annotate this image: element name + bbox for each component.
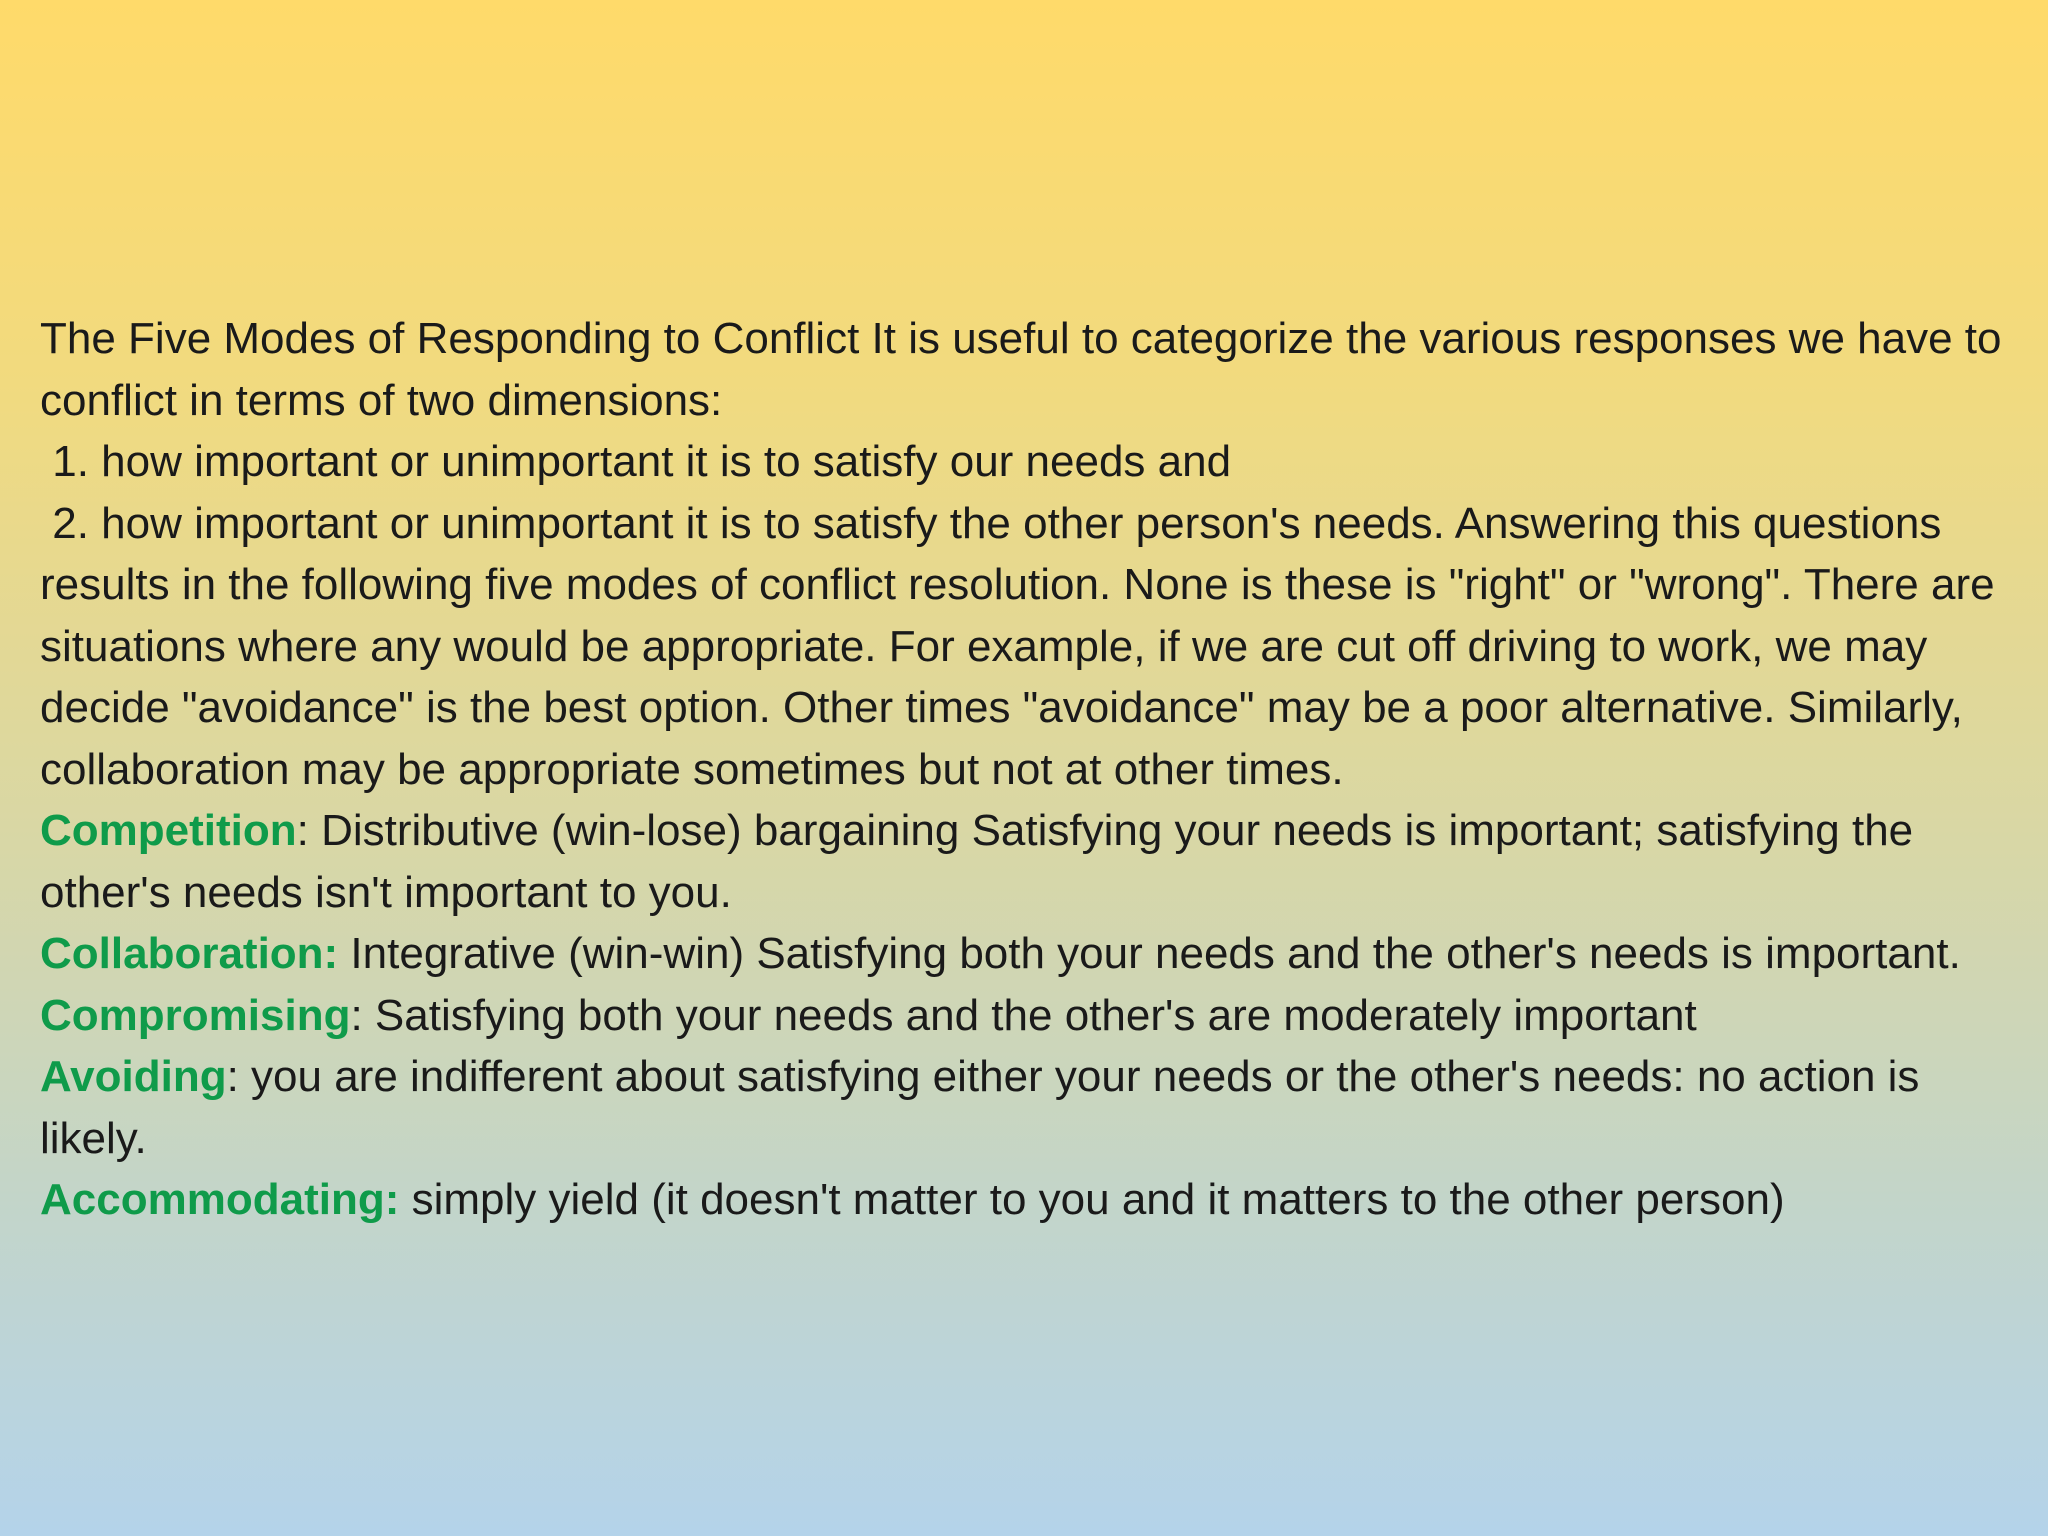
mode-compromising: [40, 985, 2030, 1047]
mode-term-accommodating: Accommodating:: [40, 1175, 400, 1224]
mode-term-competition: Competition: [40, 806, 297, 855]
mode-description-accommodating: simply yield (it doesn't matter to you and it matters to the other person): [399, 1175, 1785, 1224]
mode-term-compromising: Compromising: [40, 990, 351, 1040]
mode-term-avoiding: Avoiding: [40, 1052, 227, 1101]
mode-avoiding: [40, 1046, 2030, 1169]
mode-description-avoiding: : you are indifferent about satisfying either your needs or the other's needs: no action is likely.: [40, 1052, 1932, 1163]
mode-description-collaboration: Integrative (win-win) Satisfying both your needs and the other's needs is important.: [338, 929, 1961, 978]
mode-description-competition: : Distributive (win-lose) bargaining Satisfying your needs is important; satisfying the other's needs isn't important to you.: [40, 806, 1926, 917]
dimension-item-2: 2. how important or unimportant it is to satisfy the other person's needs. Answering this questions results in the following five modes of conflict resolution. None is these is "right" or "wrong". There are situations where any would be appropriate. For example, if we are cut off driving to work, we may decide "avoidance" is the best option. Other times "avoidance" may be a poor alternative. Similarly, collaboration may be appropriate sometimes but not at other times.: [40, 498, 2007, 794]
intro-paragraph: The Five Modes of Responding to Conflict It is useful to categorize the various responses we have to conflict in terms of two dimensions:: [40, 314, 2014, 425]
mode-term-collaboration: Collaboration:: [40, 929, 339, 978]
mode-competition: [40, 800, 2030, 923]
mode-accommodating: [40, 1169, 2030, 1231]
mode-description-compromising: : Satisfying both your needs and the other's are moderately important: [350, 990, 1697, 1040]
dimension-item-1: 1. how important or unimportant it is to satisfy our needs and: [40, 437, 1232, 486]
mode-collaboration: [40, 923, 2030, 985]
slide-text-body: [40, 308, 2030, 1231]
